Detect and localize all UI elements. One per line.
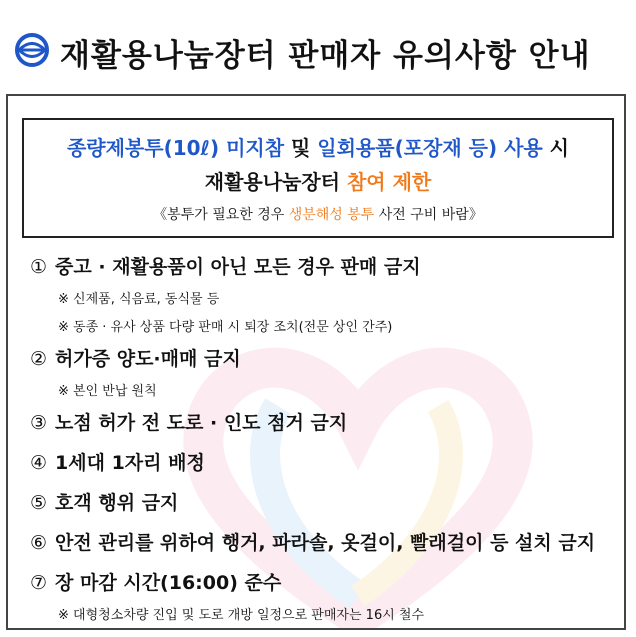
rule-number: ⑥ xyxy=(30,532,48,554)
notice-bag-note-start: 《봉투가 필요한 경우 xyxy=(153,207,289,223)
rule-text: 장 마감 시간(16:00) 준수 xyxy=(55,572,282,594)
participation-restriction-notice xyxy=(22,118,614,238)
rule-item-6 xyxy=(30,528,595,555)
rule-number: ③ xyxy=(30,412,48,434)
rule-number: ⑦ xyxy=(30,572,48,594)
rule-1-note-1: ※ 신제품, 식음료, 동식물 등 xyxy=(58,292,220,307)
notice-and: 및 xyxy=(284,136,318,160)
header xyxy=(0,28,636,72)
rule-text: 중고 · 재활용품이 아닌 모든 경우 판매 금지 xyxy=(55,256,421,278)
rule-7-note: ※ 대형청소차량 진입 및 도로 개방 일정으로 판매자는 16시 철수 xyxy=(58,608,425,623)
rule-item-1 xyxy=(30,252,421,279)
rule-text: 안전 관리를 위하여 행거, 파라솔, 옷걸이, 빨래걸이 등 설치 금지 xyxy=(55,532,596,554)
rule-item-3 xyxy=(30,408,347,435)
notice-line-2 xyxy=(24,166,612,195)
notice-disposable-use: 일회용품(포장재 등) 사용 xyxy=(317,136,543,160)
notice-line-3 xyxy=(24,204,612,224)
rule-1-note-2: ※ 동종 · 유사 상품 다량 판매 시 퇴장 조치(전문 상인 간주) xyxy=(58,320,393,335)
notice-bag-requirement: 종량제봉투(10ℓ) 미지참 xyxy=(66,136,285,160)
rule-item-2 xyxy=(30,344,241,371)
rule-text: 노점 허가 전 도로 · 인도 점거 금지 xyxy=(55,412,348,434)
notice-when: 시 xyxy=(542,136,570,160)
rule-item-5 xyxy=(30,488,178,515)
logo-icon xyxy=(14,32,50,68)
notice-line-1 xyxy=(24,132,612,161)
rule-text: 허가증 양도·매매 금지 xyxy=(55,348,241,370)
rule-text: 호객 행위 금지 xyxy=(55,492,179,514)
notice-restriction: 참여 제한 xyxy=(346,170,432,194)
rule-number: ⑤ xyxy=(30,492,48,514)
rule-item-7 xyxy=(30,568,281,595)
rule-text: 1세대 1자리 배정 xyxy=(55,452,205,474)
notice-frame xyxy=(6,94,626,630)
rule-item-4 xyxy=(30,448,205,475)
rule-number: ① xyxy=(30,256,48,278)
page-title: 재활용나눔장터 판매자 유의사항 안내 xyxy=(60,38,591,74)
notice-market-name: 재활용나눔장터 xyxy=(204,170,347,194)
rule-2-note: ※ 본인 반납 원칙 xyxy=(58,384,157,399)
rule-number: ④ xyxy=(30,452,48,474)
notice-bag-note-end: 사전 구비 바람》 xyxy=(374,207,483,223)
rule-number: ② xyxy=(30,348,48,370)
notice-biodegradable-bag: 생분해성 봉투 xyxy=(288,207,375,223)
